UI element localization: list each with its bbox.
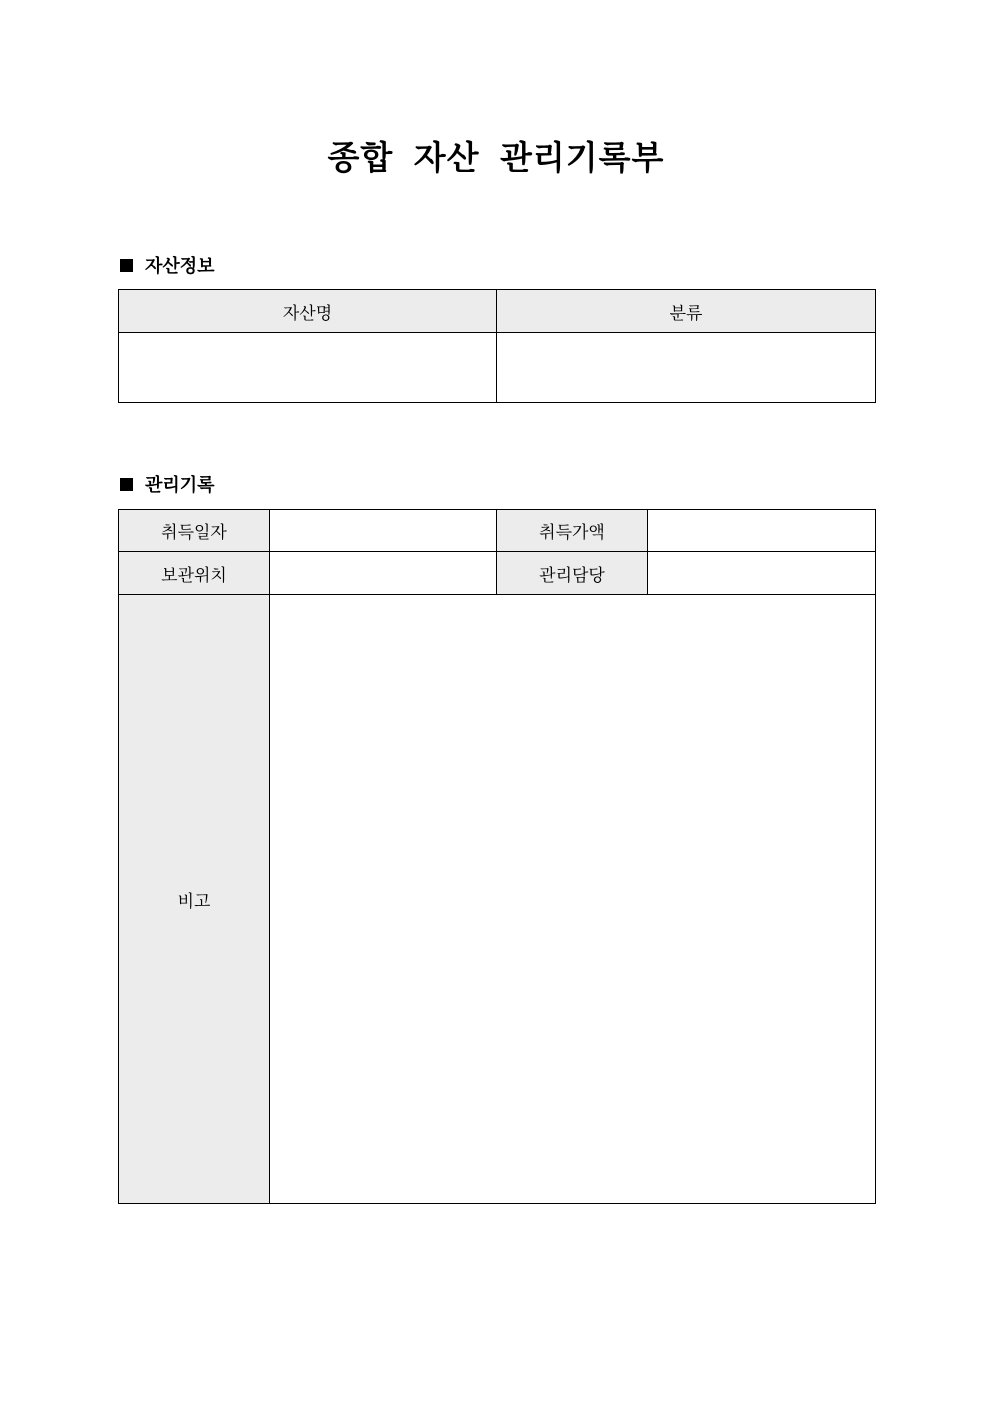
management-record-table — [118, 509, 876, 1204]
remarks-field[interactable] — [270, 595, 876, 1204]
acquisition-price-label: 취득가액 — [497, 510, 648, 552]
storage-location-label: 보관위치 — [119, 552, 270, 595]
management-record-heading — [120, 472, 215, 496]
manager-label: 관리담당 — [497, 552, 648, 595]
category-header: 분류 — [497, 290, 876, 333]
document-title: 종합 자산 관리기록부 — [327, 138, 665, 177]
asset-info-heading-text: 자산정보 — [145, 256, 215, 277]
square-bullet-icon — [120, 478, 133, 491]
asset-name-header: 자산명 — [119, 290, 497, 333]
category-field[interactable] — [497, 333, 876, 403]
acquisition-date-label: 취득일자 — [119, 510, 270, 552]
storage-location-field[interactable] — [270, 552, 497, 595]
remarks-label: 비고 — [119, 595, 270, 1204]
acquisition-date-field[interactable] — [270, 510, 497, 552]
asset-info-table — [118, 289, 876, 403]
acquisition-price-field[interactable] — [648, 510, 876, 552]
management-record-heading-text: 관리기록 — [145, 475, 215, 496]
square-bullet-icon — [120, 259, 133, 272]
asset-info-heading — [120, 253, 215, 277]
manager-field[interactable] — [648, 552, 876, 595]
asset-name-field[interactable] — [119, 333, 497, 403]
